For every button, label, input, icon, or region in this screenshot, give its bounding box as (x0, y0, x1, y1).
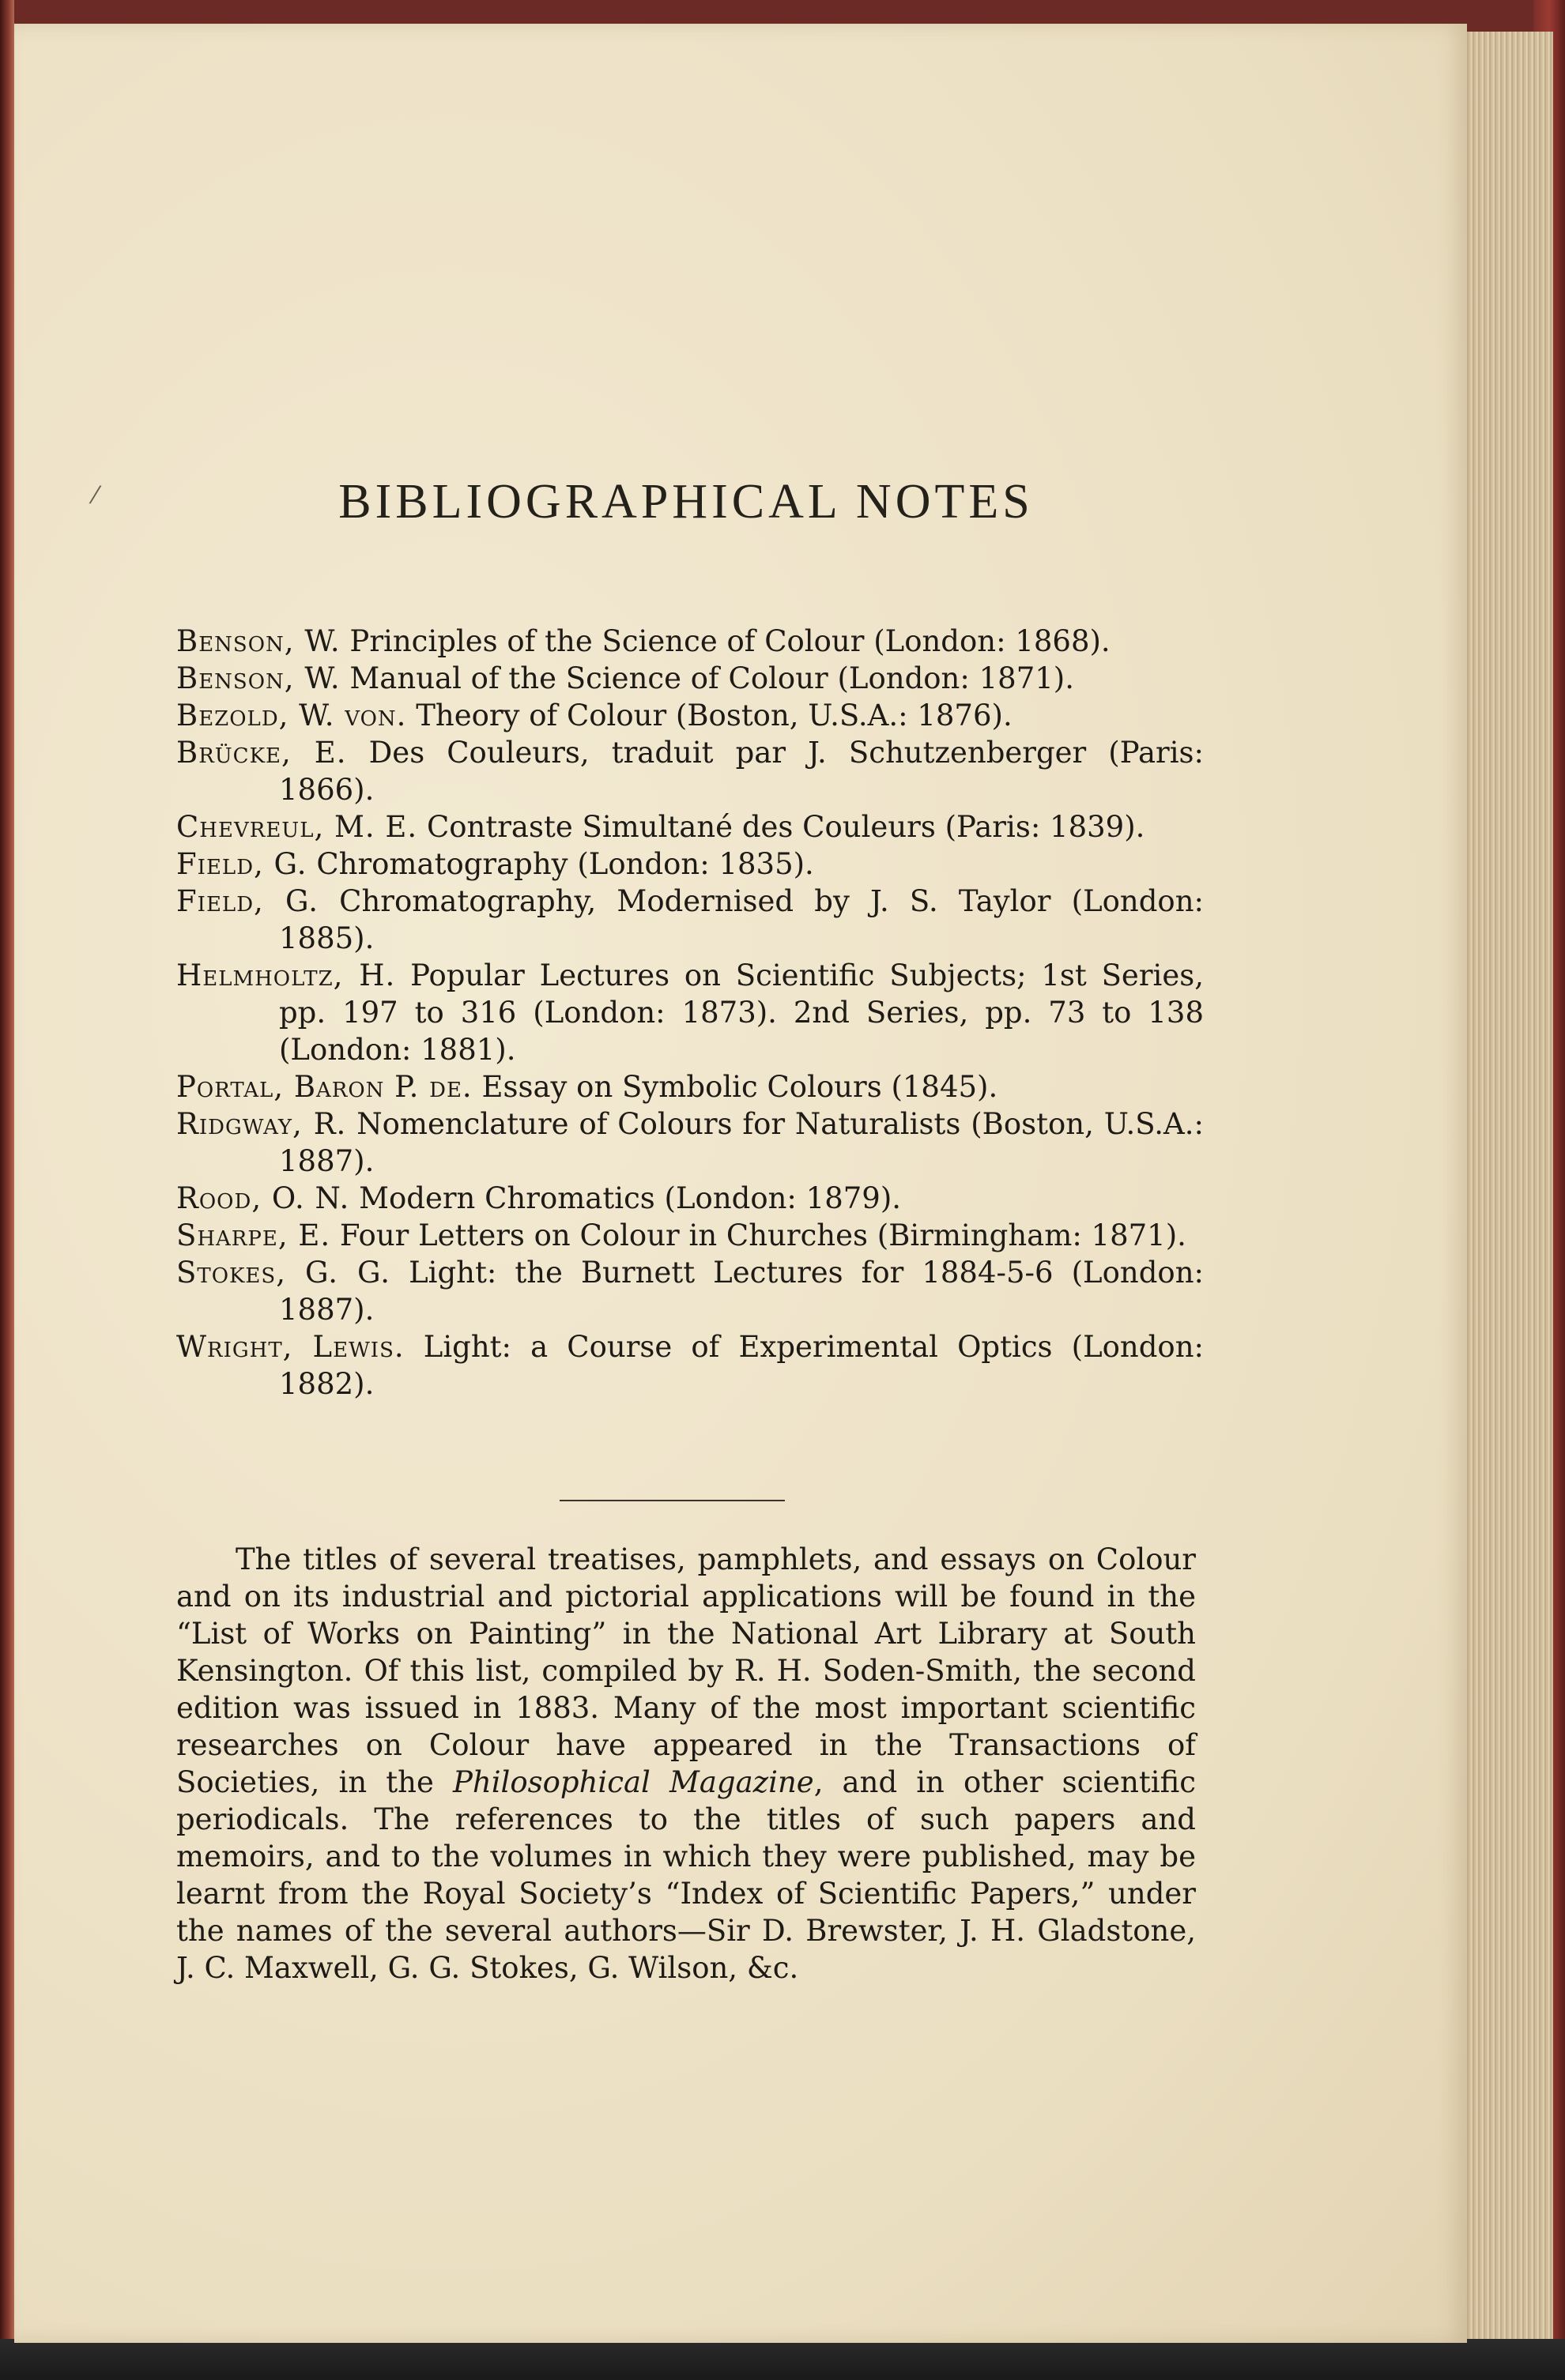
entry-text: Light: the Burnett Lectures for 1884-5-6 (London: 1887). (279, 1256, 1204, 1327)
entry-text: Popular Lectures on Scientific Subjects; 1st Series, pp. 197 to 316 (London: 1873). 2nd Series, pp. 73 to 138 (London: 1881). (279, 958, 1204, 1067)
entry-text: Contraste Simultané des Couleurs (Paris: 1839). (426, 810, 1145, 844)
bibliography-entry (176, 957, 1204, 1068)
entry-author: Field, G. (176, 884, 319, 918)
closing-paragraph (176, 1541, 1196, 1986)
entry-author: Field, G. (176, 847, 307, 881)
entry-author: Brücke, E. (176, 736, 347, 770)
entry-text: Principles of the Science of Colour (London: 1868). (349, 624, 1111, 658)
entry-text: Chromatography, Modernised by J. S. Taylor (London: 1885). (279, 884, 1205, 955)
closing-text-end: , and in other scientific periodicals. The references to the titles of such papers and memoirs, and to the volumes in which they were published, may be learnt from the Royal Society’s “Index of Scientific Papers,” under the names of the several authors—Sir D. Brewster, J. H. Gladstone, J. C. Maxwell, G. G. Stokes, G. Wilson, &c. (176, 1765, 1196, 1985)
margin-mark: ⁄ (93, 482, 98, 510)
bibliography-entry (176, 1328, 1204, 1403)
bibliography-entry (176, 1217, 1204, 1254)
bibliography-entry (176, 808, 1204, 845)
book-page (14, 24, 1467, 2343)
entry-author: Portal, Baron P. de. (176, 1070, 473, 1104)
bibliography-entry (176, 1180, 1204, 1217)
entry-author: Rood, O. N. (176, 1181, 350, 1215)
bibliography-entry (176, 1254, 1204, 1328)
entry-author: Sharpe, E. (176, 1218, 331, 1252)
entry-author: Chevreul, M. E. (176, 810, 418, 844)
entry-author: Ridgway, R. (176, 1107, 347, 1141)
entry-text: Light: a Course of Experimental Optics (London: 1882). (279, 1330, 1205, 1401)
section-divider (560, 1500, 785, 1501)
closing-italic-title: Philosophical Magazine (452, 1765, 814, 1799)
page-stack-edge (1458, 32, 1553, 2347)
entry-author: Benson, W. (176, 624, 341, 658)
entry-author: Helmholtz, H. (176, 958, 396, 992)
entry-author: Bezold, W. von. (176, 699, 407, 732)
entry-author: Stokes, G. G. (176, 1256, 391, 1290)
book-binding-left (0, 0, 14, 2380)
entry-author: Wright, Lewis. (176, 1330, 405, 1364)
entry-text: Modern Chromatics (London: 1879). (359, 1181, 902, 1215)
entry-author: Benson, W. (176, 661, 341, 695)
bibliography-entry (176, 697, 1204, 734)
closing-text-start: The titles of several treatises, pamphlets, and essays on Colour and on its industrial and pictorial applications will be found in the “List of Works on Painting” in the National Art Library at South Kensington. Of this list, compiled by R. H. Soden-Smith, the second edition was issued in 1883. Many of the most important scientific researches on Colour have appeared in the Transactions of Societies, in the (176, 1542, 1196, 1799)
bibliography-entry (176, 660, 1204, 697)
bibliography-entry (176, 1068, 1204, 1105)
entry-text: Des Couleurs, traduit par J. Schutzenberger (Paris: 1866). (279, 736, 1204, 807)
entry-text: Chromatography (London: 1835). (316, 847, 814, 881)
book-binding-bottom (0, 2339, 1565, 2380)
bibliography-entry (176, 623, 1204, 660)
entry-text: Manual of the Science of Colour (London: 1871). (349, 661, 1074, 695)
entry-text: Theory of Colour (Boston, U.S.A.: 1876). (416, 699, 1013, 732)
bibliography-entry (176, 1105, 1204, 1180)
bibliography-entry (176, 883, 1204, 957)
entry-text: Nomenclature of Colours for Naturalists (Boston, U.S.A.: 1887). (279, 1107, 1204, 1178)
bibliography-entry (176, 845, 1204, 883)
bibliography-list (176, 623, 1204, 1403)
entry-text: Essay on Symbolic Colours (1845). (481, 1070, 998, 1104)
entry-text: Four Letters on Colour in Churches (Birmingham: 1871). (339, 1218, 1186, 1252)
bibliography-entry (176, 734, 1204, 808)
page-title: BIBLIOGRAPHICAL NOTES (338, 475, 1034, 529)
